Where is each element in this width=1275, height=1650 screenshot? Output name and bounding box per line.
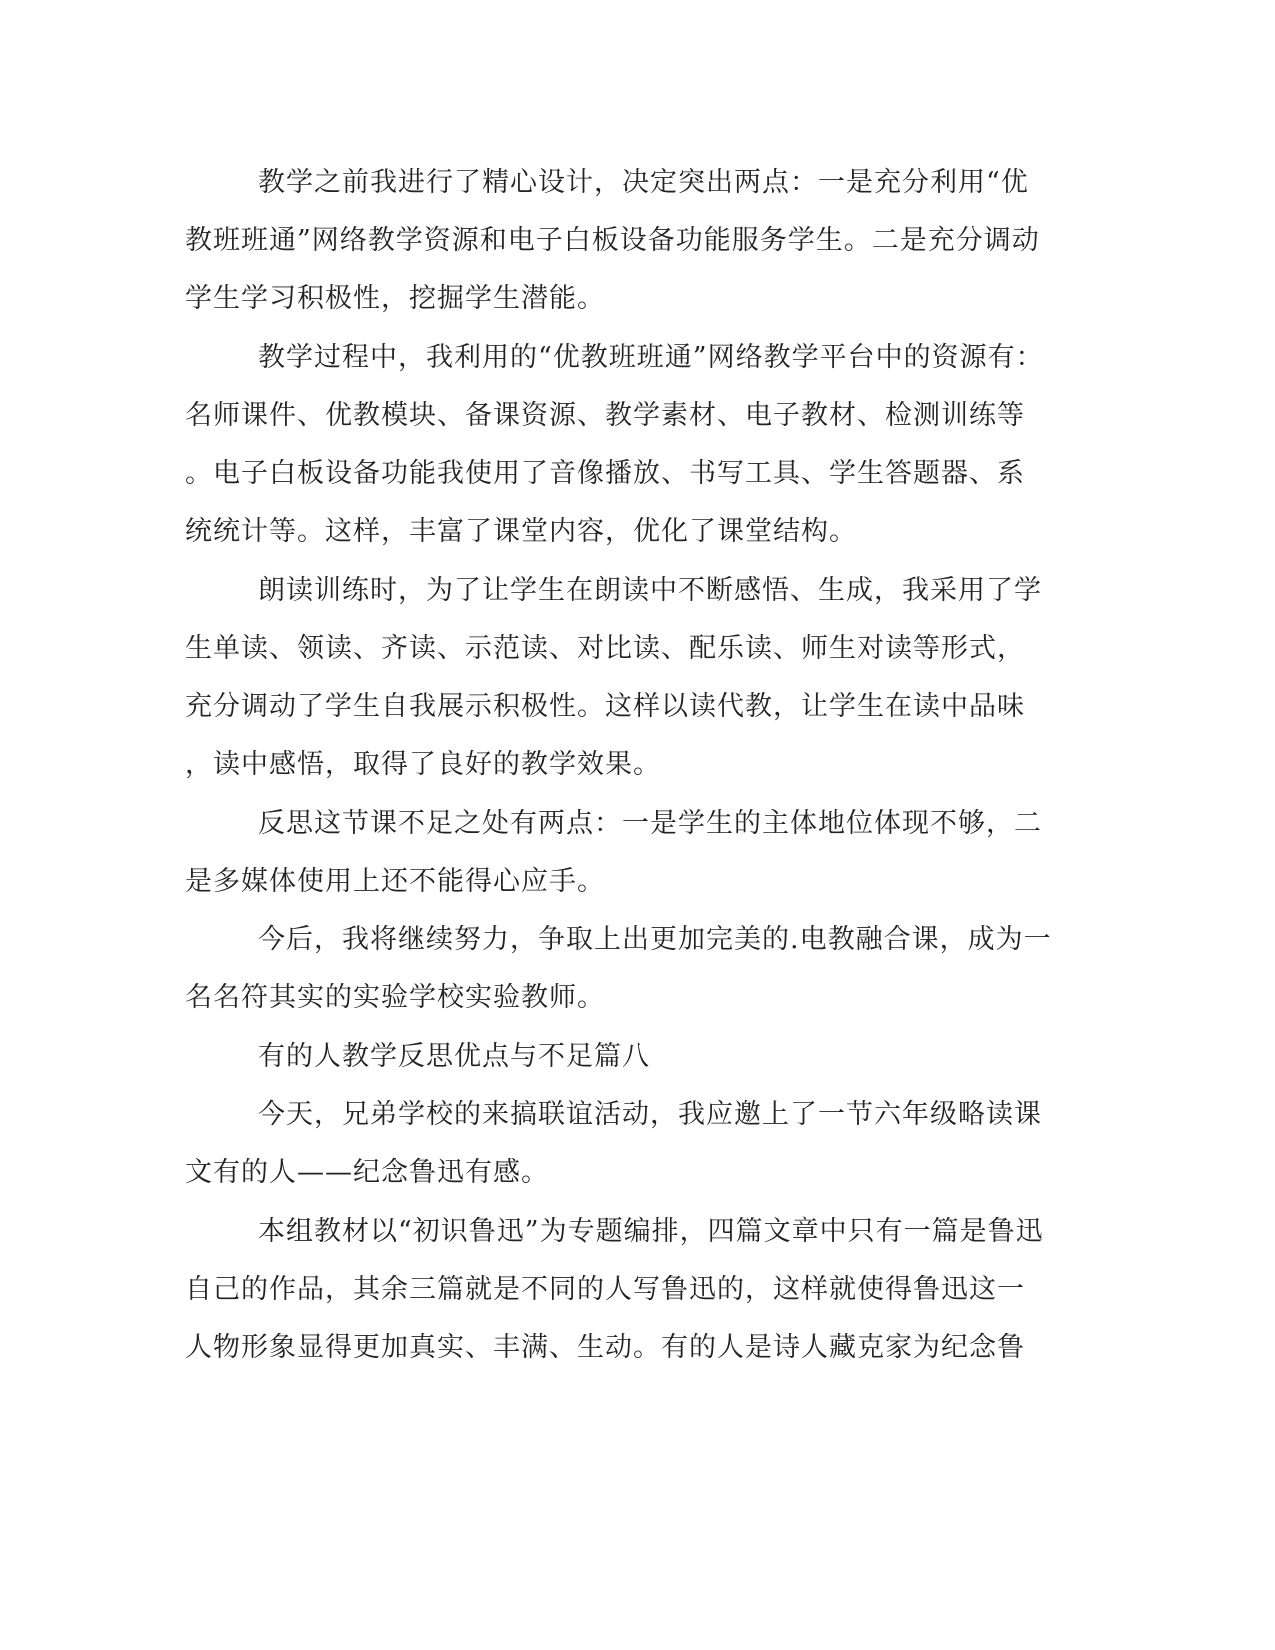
paragraph-3-line-3: 充分调动了学生自我展示积极性。这样以读代教，让学生在读中品味 — [185, 691, 1025, 722]
paragraph-2-line-4: 统统计等。这样，丰富了课堂内容，优化了课堂结构。 — [185, 516, 857, 547]
paragraph-2-line-1: 教学过程中，我利用的“优教班班通”网络教学平台中的资源有： — [258, 342, 1044, 373]
paragraph-6-line-2: 文有的人——纪念鲁迅有感。 — [185, 1157, 549, 1188]
paragraph-5-line-2: 名名符其实的实验学校实验教师。 — [185, 982, 605, 1013]
paragraph-4-line-2: 是多媒体使用上还不能得心应手。 — [185, 866, 605, 897]
paragraph-3-line-4: ，读中感悟，取得了良好的教学效果。 — [185, 749, 661, 780]
paragraph-2-line-2: 名师课件、优教模块、备课资源、教学素材、电子教材、检测训练等 — [185, 400, 1025, 431]
paragraph-4-line-1: 反思这节课不足之处有两点：一是学生的主体地位体现不够，二 — [258, 808, 1042, 839]
paragraph-6-line-1: 今天，兄弟学校的来搞联谊活动，我应邀上了一节六年级略读课 — [258, 1099, 1042, 1130]
paragraph-5-line-1: 今后，我将继续努力，争取上出更加完美的.电教融合课，成为一 — [258, 924, 1052, 955]
paragraph-3-line-2: 生单读、领读、齐读、示范读、对比读、配乐读、师生对读等形式， — [185, 633, 1025, 664]
paragraph-7-line-3: 人物形象显得更加真实、丰满、生动。有的人是诗人藏克家为纪念鲁 — [185, 1332, 1025, 1363]
paragraph-2-line-3: 。电子白板设备功能我使用了音像播放、书写工具、学生答题器、系 — [185, 458, 1025, 489]
section-heading: 有的人教学反思优点与不足篇八 — [258, 1041, 650, 1072]
paragraph-7-line-2: 自己的作品，其余三篇就是不同的人写鲁迅的，这样就使得鲁迅这一 — [185, 1274, 1025, 1305]
paragraph-3-line-1: 朗读训练时，为了让学生在朗读中不断感悟、生成，我采用了学 — [258, 575, 1042, 606]
paragraph-1-line-3: 学生学习积极性，挖掘学生潜能。 — [185, 283, 605, 314]
paragraph-1-line-1: 教学之前我进行了精心设计，决定突出两点：一是充分利用“优 — [258, 167, 1029, 198]
paragraph-7-line-1: 本组教材以“初识鲁迅”为专题编排，四篇文章中只有一篇是鲁迅 — [258, 1216, 1044, 1247]
paragraph-1-line-2: 教班班通”网络教学资源和电子白板设备功能服务学生。二是充分调动 — [185, 225, 1040, 256]
